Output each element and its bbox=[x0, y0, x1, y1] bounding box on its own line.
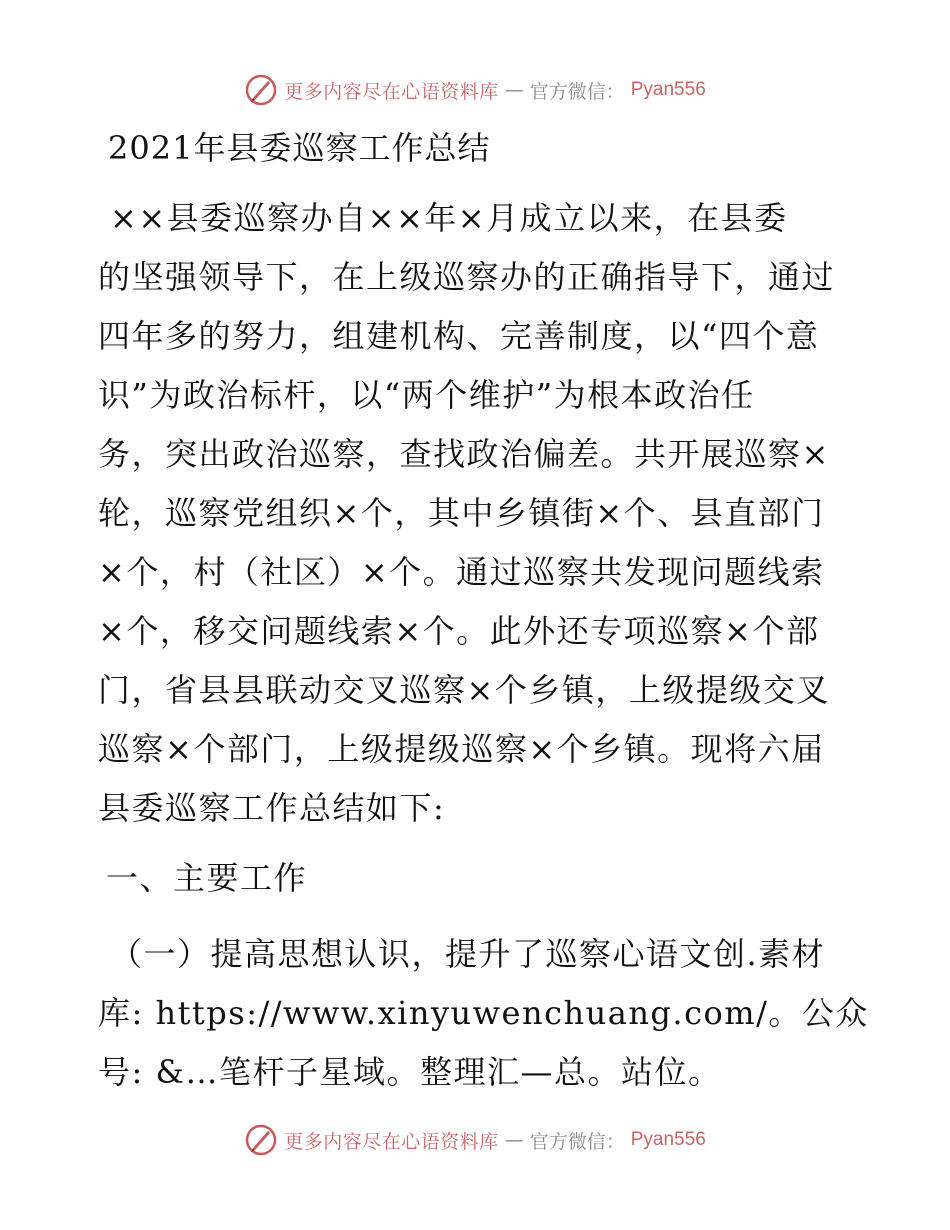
quill-logo-icon bbox=[244, 1123, 278, 1157]
watermark-wechat-id: Pyan556 bbox=[630, 79, 706, 100]
watermark-separator: — bbox=[504, 79, 524, 101]
body-line: 轮，巡察党组织×个，其中乡镇街×个、县直部门 bbox=[98, 494, 825, 532]
watermark-separator: — bbox=[504, 1129, 524, 1151]
body-line: ×个，村（社区）×个。通过巡察共发现问题线索 bbox=[98, 553, 825, 591]
watermark-wechat-label: 官方微信： bbox=[529, 1130, 625, 1153]
watermark-wechat-id: Pyan556 bbox=[630, 1129, 706, 1150]
body-line: 巡察×个部门，上级提级巡察×个乡镇。现将六届 bbox=[98, 730, 825, 768]
body-line: 务，突出政治巡察，查找政治偏差。共开展巡察× bbox=[98, 435, 830, 473]
body-line: 县委巡察工作总结如下: bbox=[98, 789, 446, 827]
subsection-line: 库: https://www.xinyuwenchuang.com/。公众 bbox=[98, 994, 869, 1032]
watermark-footer bbox=[0, 1120, 950, 1160]
watermark-main-text: 更多内容尽在心语资料库 bbox=[284, 80, 499, 103]
section-heading: 一、主要工作 bbox=[106, 859, 308, 897]
body-line: 的坚强领导下，在上级巡察办的正确指导下，通过 bbox=[98, 258, 836, 296]
subsection-line: 号: &…笔杆子星域。整理汇—总。站位。 bbox=[98, 1053, 722, 1091]
watermark-main-text: 更多内容尽在心语资料库 bbox=[284, 1130, 499, 1153]
body-line: 四年多的努力，组建机构、完善制度，以“四个意 bbox=[98, 317, 820, 355]
body-line: 识”为政治标杆，以“两个维护”为根本政治任 bbox=[98, 376, 755, 414]
body-line: ××县委巡察办自××年×月成立以来，在县委 bbox=[110, 199, 788, 237]
subsection-line: （一）提高思想认识，提升了巡察心语文创.素材 bbox=[110, 935, 826, 973]
body-line: 门，省县县联动交叉巡察×个乡镇，上级提级交叉 bbox=[98, 671, 830, 709]
watermark-wechat-label: 官方微信： bbox=[529, 80, 625, 103]
document-title: 2021年县委巡察工作总结 bbox=[108, 129, 491, 167]
body-line: ×个，移交问题线索×个。此外还专项巡察×个部 bbox=[98, 612, 820, 650]
